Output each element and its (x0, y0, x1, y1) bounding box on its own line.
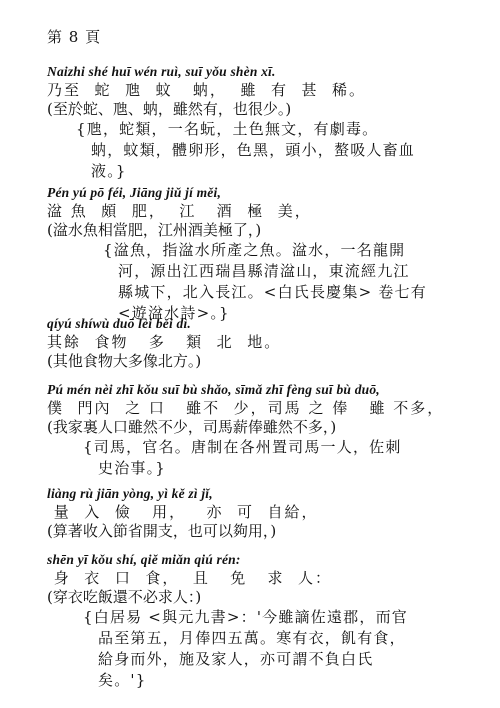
annotation-note (83, 437, 473, 479)
annotation-note (103, 240, 471, 324)
note-line: {司馬，官名。唐制在各州置司馬一人，佐刺 (83, 438, 402, 456)
note-line: 史治事。} (98, 459, 167, 477)
note-line: 液。} (91, 162, 127, 180)
pinyin-line: liàng rù jiān yòng, yì kě zì jǐ, (47, 486, 213, 501)
verse-section-2 (47, 184, 477, 324)
annotation-note (83, 607, 473, 691)
verse-section-4 (47, 381, 477, 479)
pinyin-line: Pú mén nèi zhī kǒu suī bù shǎo, sīmǎ zhī fèng suī bù duō, (47, 382, 380, 397)
pinyin-line: shēn yī kǒu shí, qiě miǎn qiú rén: (47, 552, 241, 567)
translation-line: (我家裏人口雖然不少，司馬薪俸雖然不多，) (47, 418, 337, 436)
translation-line: (湓水魚相當肥，江州酒美極了，) (47, 221, 262, 239)
chinese-line: 僕 門內 之 口 雖不 少，司馬 之 俸 雖 不多， (47, 399, 445, 417)
translation-line: (穿衣吃飯還不必求人：) (47, 588, 202, 606)
note-line: 矣。'} (98, 671, 147, 689)
translation-line: (至於蛇、虺、蚋，雖然有，也很少。) (47, 100, 292, 118)
verse-section-3 (47, 315, 477, 371)
page-label: 第 8 頁 (47, 28, 102, 46)
chinese-line: 量 入 儉 用， 亦 可 自給， (47, 503, 319, 521)
translation-line: (算著收入節省開支，也可以夠用，) (47, 522, 277, 540)
note-line: {湓魚，指湓水所產之魚。湓水，一名龍開 (103, 241, 406, 259)
note-line: 縣城下，北入長江。<白氏長慶集> 卷七有 (118, 283, 427, 301)
note-line: <遊湓水詩>。} (118, 304, 230, 322)
note-line: 蚋，蚊類，體卵形，色黑，頭小，螯吸人畜血 (91, 141, 416, 159)
note-line: {虺，蛇類，一名蚖，土色無文，有劇毒。 (76, 120, 379, 138)
note-line: 品至第五，月俸四五萬。寒有衣，飢有食， (98, 629, 406, 647)
note-line: 給身而外，施及家人，亦可謂不負白氏 (98, 650, 374, 668)
annotation-note (76, 119, 468, 182)
verse-section-1 (47, 63, 477, 182)
chinese-line: 乃至 蛇 虺 蚊 蚋， 雖 有 甚 稀。 (47, 81, 367, 99)
pinyin-line: Pén yú pō féi, Jiāng jiǔ jí měi, (47, 185, 222, 200)
chinese-line: 湓 魚 頗 肥， 江 酒 極 美， (47, 202, 312, 220)
pinyin-line: qíyú shíwù duō lèi běi dì. (47, 316, 191, 331)
chinese-line: 身 衣 口 食， 且 免 求 人： (47, 569, 333, 587)
translation-line: (其他食物大多像北方。) (47, 352, 202, 370)
note-line: 河，源出江西瑞昌縣清湓山，東流經九江 (118, 262, 410, 280)
chinese-line: 其餘 食物 多 類 北 地。 (47, 333, 282, 351)
verse-section-6 (47, 551, 477, 691)
verse-section-5 (47, 485, 477, 541)
note-line: {白居易 <與元九書>：'今雖謫佐遠郡，而官 (83, 608, 408, 626)
pinyin-line: Naizhi shé huī wén ruì, suī yǒu shèn xī. (47, 64, 276, 79)
